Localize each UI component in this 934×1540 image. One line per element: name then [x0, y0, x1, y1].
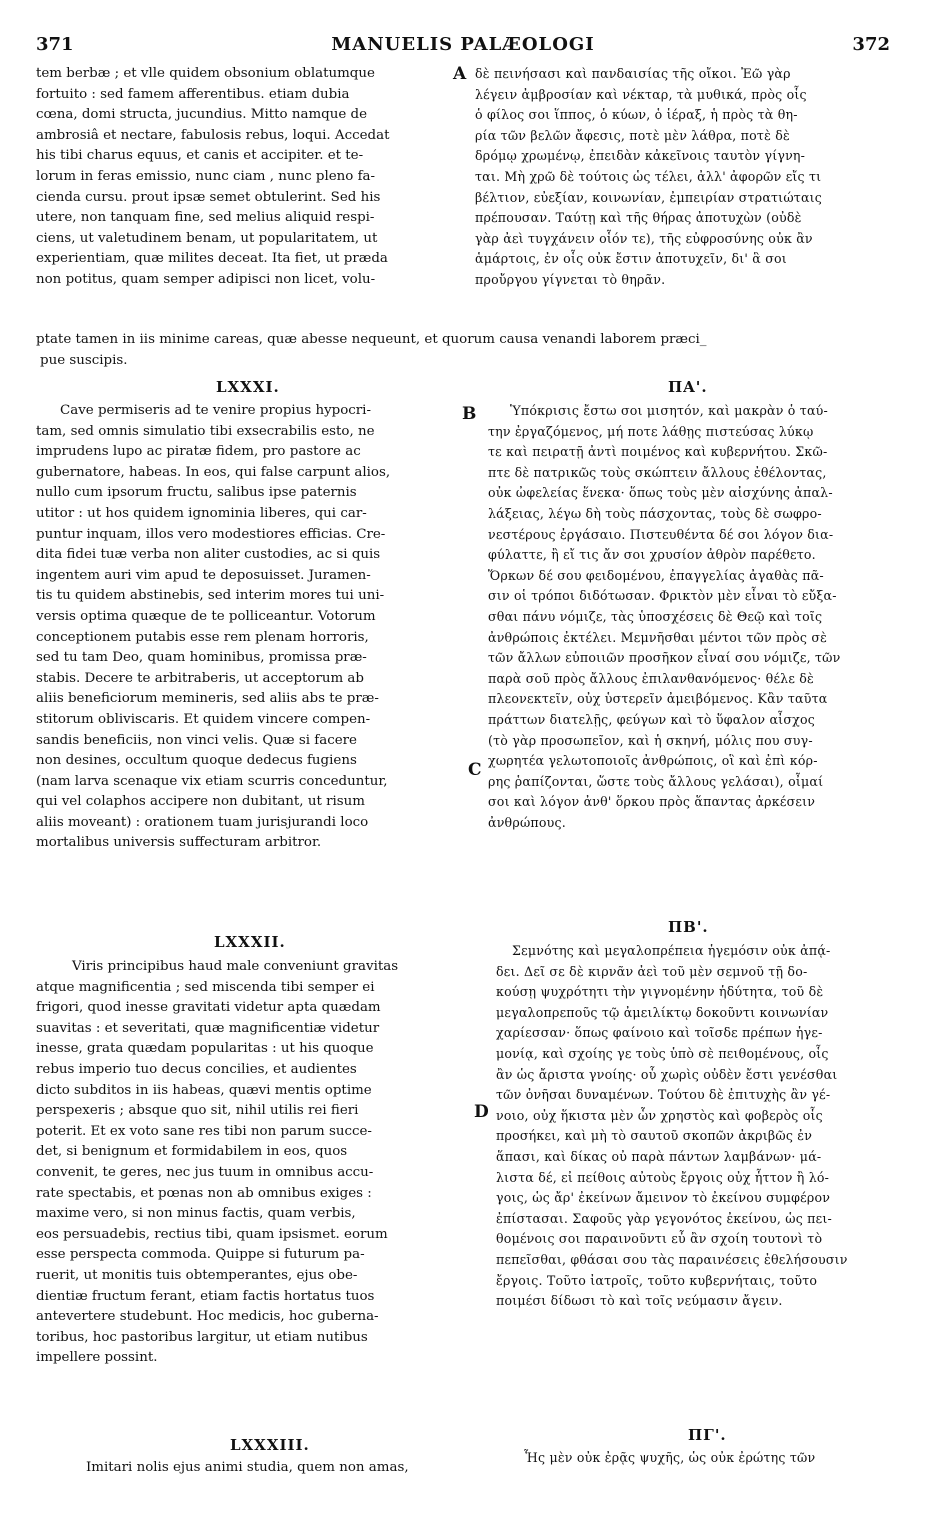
text-line: ruerit, ut monitis tuis obtemperantes, ejus obe- [36, 1267, 358, 1283]
text-line: ρία τῶν βελῶν ἄφεσις, ποτὲ μὲν λάθρα, ποτὲ δὲ [475, 127, 791, 143]
text-line: dicto subditos in iis habeas, quævi mentis optime [36, 1082, 372, 1098]
text-line: ἐπίστασαι. Σαφοῦς γὰρ γεγονότος ἐκείνου, ὡς πει- [496, 1210, 832, 1226]
text-line: maxime vero, si non minus factis, quam verbis, [36, 1206, 356, 1222]
text-line: (τὸ γὰρ προσωπεῖον, καὶ ἡ σκηνή, μόλις που συγ- [488, 732, 813, 748]
text-line: inesse, grata quædam popularitas : ut his quoque [36, 1041, 374, 1057]
text-line: imprudens lupo ac piratæ fidem, pro pastore ac [36, 444, 361, 460]
latin-intro [36, 64, 454, 291]
text-line: ingentem auri vim apud te deposuisset. Juramen- [36, 567, 371, 583]
text-line: ciens, ut valetudinem benam, ut popularitatem, ut [36, 230, 378, 246]
margin-letter-c: C [468, 760, 482, 780]
section-heading-pg: ΠΓ'. [688, 1426, 727, 1444]
text-line: ἀνθρώπους. [488, 814, 566, 830]
text-line: λέγειν ἀμβροσίαν καὶ νέκταρ, τὰ μυθικά, πρὸς οἷς [475, 86, 807, 102]
text-line: πράττων διατελῇς, φεύγων καὶ τὸ ὕφαλον αἶσχος [488, 711, 815, 727]
text-line: non potitus, quam semper adipisci non licet, volu- [36, 271, 376, 287]
text-line: lorum in feras emissio, nunc ciam , nunc pleno fa- [36, 168, 376, 184]
text-line: frigori, quod inesse gravitati videtur apta quædam [36, 1000, 381, 1016]
text-line: ἁμάρτοις, ἐν οἷς οὐκ ἔστιν ἀποτυχεῖν, δι' ἃ σοι [475, 251, 787, 267]
greek-intro [475, 64, 905, 291]
text-line: gubernatore, habeas. In eos, qui false carpunt alios, [36, 464, 391, 480]
section-heading-lxxxiii: LXXXIII. [230, 1436, 310, 1454]
text-line: σθαι πάνυ νόμιζε, τὰς ὑποσχέσεις δὲ Θεῷ καὶ τοῖς [488, 608, 823, 624]
text-line: versis optima quæque de te polliceantur. Votorum [36, 608, 376, 624]
text-line: cœna, domi structa, jucundius. Mitto namque de [36, 107, 368, 123]
text-line: Ὑπόκρισις ἔστω σοι μισητόν, καὶ μακρὰν ὁ ταύ- [510, 403, 828, 418]
section-heading-pb: ΠΒ'. [668, 918, 709, 936]
text-line: σοι καὶ λόγον ἀνθ' ὅρκου πρὸς ἅπαντας ἀρκέσειν [488, 794, 816, 810]
text-line: οὐκ ὠφελείας ἕνεκα· ὅπως τοὺς μὲν αἰσχύνης ἀπαλ- [488, 485, 833, 501]
text-line: Σεμνότης καὶ μεγαλοπρέπεια ἡγεμόσιν οὐκ ἀπᾴ- [512, 943, 831, 958]
text-line: Ὅρκων δέ σου φειδομένου, ἐπαγγελίας ἀγαθὰς πᾶ- [488, 567, 824, 583]
text-line: ρης ῥαπίζονται, ὥστε τοὺς ἄλλους γελάσαι), οἶμαί [488, 773, 824, 789]
text-line: Ἧς μὲν οὐκ ἐρᾷς ψυχῆς, ὡς οὐκ ἐρώτης τῶν [524, 1450, 816, 1465]
text-line: (nam larva scenaque vix etiam scurris conceduntur, [36, 773, 388, 789]
greek-section-pa [488, 401, 908, 833]
text-line: προσήκει, καὶ μὴ τὸ σαυτοῦ σκοπῶν ἀκριβῶς ἐν [496, 1128, 813, 1144]
text-line: χωρητέα γελωτοποιοῖς ἀνθρώποις, οἳ καὶ ἐπὶ κόρ- [488, 753, 818, 769]
text-line: πεπεῖσθαι, φθάσαι σου τὰς παραινέσεις ἐθελήσουσιν [496, 1251, 848, 1267]
text-line: eos persuadebis, rectius tibi, quam ipsismet. eorum [36, 1226, 388, 1242]
text-line: ἅπασι, καὶ δίκας οὐ παρὰ πάντων λαμβάνων· μά- [496, 1148, 822, 1164]
text-line: παρὰ σοῦ πρὸς ἄλλους ἐπιλανθανόμενος· θέλε δὲ [488, 670, 815, 686]
text-line: utere, non tanquam fine, sed melius aliquid respi- [36, 210, 375, 226]
section-heading-pa: ΠΑ'. [668, 378, 708, 396]
text-line: aliis moveant) : orationem tuam jurisjurandi loco [36, 814, 369, 830]
text-line: toribus, hoc pastoribus largitur, ut etiam nutibus [36, 1329, 368, 1345]
text-line: ptate tamen in iis minime careas, quæ abesse nequeunt, et quorum causa venandi laborem præci_ [36, 332, 707, 347]
text-line: προὔργου γίγνεται τὸ θηρᾶν. [475, 271, 666, 287]
section-heading-lxxxi: LXXXI. [216, 378, 280, 396]
margin-letter-d: D [474, 1102, 489, 1122]
text-line: stitorum obliviscaris. Et quidem vincere compen- [36, 711, 371, 727]
latin-section-lxxxii [36, 957, 472, 1369]
text-line: πλεονεκτεῖν, οὐχ ὑστερεῖν ἀμειβόμενος. Κἂν ταῦτα [488, 691, 828, 707]
text-line: βέλτιον, εὐεξίαν, κοινωνίαν, ἐμπειρίαν στρατιώταις [475, 189, 823, 205]
text-line: cienda cursu. prout ipsæ semet obtulerint. Sed his [36, 189, 381, 205]
text-line: conceptionem putabis esse rem plenam horroris, [36, 629, 369, 645]
running-title: MANUELIS PALÆOLOGI [331, 34, 595, 55]
text-line: τῶν ὀνῆσαι δυναμένων. Τούτου δὲ ἐπιτυχὴς ἂν γέ- [496, 1087, 831, 1103]
text-line: ται. Μὴ χρῶ δὲ τούτοις ὡς τέλει, ἀλλ' ἀφορῶν εἴς τι [475, 168, 822, 184]
text-line: ἀνθρώποις ἐκτέλει. Μεμνῆσθαι μέντοι τῶν πρὸς σὲ [488, 629, 828, 645]
latin-intro-continuation [36, 330, 906, 371]
text-line: σιν οἱ τρόποι διδότωσαν. Φρικτὸν μὲν εἶναι τὸ εὔξα- [488, 588, 837, 604]
text-line: perspexeris ; absque quo sit, nihil utilis rei fieri [36, 1103, 359, 1119]
text-line: puntur inquam, illos vero modestiores efficias. Cre- [36, 526, 386, 542]
running-header [36, 34, 890, 58]
text-line: sandis beneficiis, non vinci velis. Quæ si facere [36, 732, 357, 748]
text-line: dita fidei tuæ verba non aliter custodies, ac si quis [36, 547, 381, 563]
text-line: antevertere studebunt. Hoc medicis, hoc guberna- [36, 1309, 379, 1325]
text-line: qui vel colaphos accipere non dubitant, ut risum [36, 794, 365, 810]
text-line: his tibi charus equus, et canis et accipiter. et te- [36, 148, 364, 164]
text-line: aliis beneficiorum memineris, sed aliis abs te præ- [36, 691, 379, 707]
text-line: fortuito : sed famem afferentibus. etiam dubia [36, 86, 350, 102]
text-line: nullo cum ipsorum fructu, salibus ipse paternis [36, 485, 357, 501]
text-line: μεγαλοπρεποῦς τῷ ἀμειλίκτῳ δοκοῦντι κοινωνίαν [496, 1004, 829, 1020]
text-line: Cave permiseris ad te venire propius hypocri- [60, 403, 371, 418]
text-line: tis tu quidem abstinebis, sed interim mores tui uni- [36, 588, 385, 604]
text-line: dientiæ fructum ferant, etiam factis hortatus tuos [36, 1288, 375, 1304]
text-line: pue suscipis. [40, 352, 128, 368]
text-line: tem berbæ ; et vlle quidem obsonium oblatumque [36, 66, 375, 81]
section-heading-lxxxii: LXXXII. [214, 933, 286, 951]
text-line: suavitas : et severitati, quæ magnificentiæ videtur [36, 1020, 380, 1036]
text-line: poterit. Et ex voto sane res tibi non parum succe- [36, 1123, 372, 1139]
text-line: κούσῃ ψυχρότητι τὴν γιγνομένην ἡδύτητα, τοῦ δὲ [496, 984, 824, 1000]
page-number-left: 371 [36, 34, 74, 55]
margin-letter-b: B [462, 404, 477, 424]
text-line: δει. Δεῖ σε δὲ κιρνᾶν ἀεὶ τοῦ μὲν σεμνοῦ τῇ δο- [496, 963, 808, 979]
text-line: mortalibus universis suffecturam arbitror. [36, 835, 322, 851]
text-line: νοιο, οὐχ ἥκιστα μὲν ὧν χρηστὸς καὶ φοβερὸς οἷς [496, 1107, 823, 1123]
text-line: impellere possint. [36, 1350, 158, 1366]
text-line: πτε δὲ πατρικῶς τοὺς σκώπτειν ἄλλους ἐθέλοντας, [488, 464, 827, 480]
text-line: δὲ πεινήσασι καὶ πανδαισίας τῆς οἴκοι. Ἐῶ γὰρ [475, 66, 791, 81]
text-line: λάξειας, λέγω δὴ τοὺς πάσχοντας, τοὺς δὲ σωφρο- [488, 505, 822, 521]
text-line: esse perspecta commoda. Quippe si futurum pa- [36, 1247, 365, 1263]
text-line: utitor : ut hos quidem ignominia liberes, qui car- [36, 505, 367, 521]
text-line: ἔργοις. Τοῦτο ἰατροῖς, τοῦτο κυβερνήταις, τοῦτο [496, 1272, 818, 1288]
text-line: ambrosiâ et nectare, fabulosis rebus, loqui. Accedat [36, 127, 390, 143]
latin-section-lxxxiii [36, 1458, 472, 1479]
text-line: stabis. Decere te arbitraberis, ut acceptorum ab [36, 670, 364, 686]
text-line: Viris principibus haud male conveniunt gravitas [72, 959, 399, 974]
text-line: rebus imperio tuo decus concilies, et audientes [36, 1061, 357, 1077]
text-line: convenit, te geres, nec jus tuum in omnibus accu- [36, 1164, 374, 1180]
text-line: tam, sed omnis simulatio tibi exsecrabilis esto, ne [36, 423, 375, 439]
text-line: δρόμῳ χρωμένῳ, ἐπειδὰν κἀκεῖνοις ταυτὸν γίγνη- [475, 148, 806, 164]
text-line: sed tu tam Deo, quam hominibus, promissa præ- [36, 650, 367, 666]
text-line: ποιμέσι δίδωσι τὸ καὶ τοῖς νεύμασιν ἄγειν. [496, 1293, 783, 1309]
text-line: γοις, ὡς ἄρ' ἐκείνων ἄμεινον τὸ ἐκείνου συμφέρον [496, 1190, 831, 1206]
greek-section-pg [496, 1448, 910, 1469]
text-line: χαρίεσσαν· ὅπως φαίνοιο καὶ τοῖσδε πρέπων ἡγε- [496, 1025, 823, 1041]
text-line: θομένοις σοι παραινοῦντι εὖ ἂν σχοίη τουτονὶ τὸ [496, 1231, 823, 1247]
text-line: νεστέρους ἐργάσαιο. Πιστευθέντα δέ σοι λόγον δια- [488, 526, 834, 542]
text-line: μονίᾳ, καὶ σχοίης γε τοὺς ὑπὸ σὲ πειθομένους, οἷς [496, 1045, 829, 1061]
text-line: λιστα δέ, εἰ πείθοις αὐτοὺς ἔργοις οὐχ ἧττον ἢ λό- [496, 1169, 830, 1185]
text-line: Imitari nolis ejus animi studia, quem non amas, [86, 1460, 409, 1475]
text-line: ἂν ὡς ἄριστα γνοίης· οὗ χωρὶς οὐδὲν ἔστι γενέσθαι [496, 1066, 838, 1082]
text-line: τε καὶ πειρατῇ ἀντὶ ποιμένος καὶ κυβερνήτου. Σκῶ- [488, 444, 828, 460]
page-number-right: 372 [852, 34, 890, 55]
greek-section-pb [496, 941, 910, 1312]
text-line: ὁ φίλος σοι ἵππος, ὁ κύων, ὁ ἱέραξ, ἡ πρὸς τὰ θη- [475, 107, 798, 123]
text-line: rate spectabis, et pœnas non ab omnibus exiges : [36, 1185, 372, 1201]
latin-section-lxxxi [36, 401, 456, 854]
text-line: την ἐργαζόμενος, μή ποτε λάθῃς πιστεύσας λύκῳ [488, 423, 814, 439]
text-line: atque magnificentia ; sed miscenda tibi semper ei [36, 979, 375, 995]
text-line: τῶν ἄλλων εὐποιιῶν προσῆκον εἶναί σου νόμιζε, τῶν [488, 650, 841, 666]
margin-letter-a: A [453, 64, 467, 84]
text-line: φύλαττε, ἢ εἴ τις ἄν σοι χρυσίον ἀθρὸν παρέθετο. [488, 547, 816, 563]
text-line: det, si benignum et formidabilem in eos, quos [36, 1144, 348, 1160]
text-line: γὰρ ἀεὶ τυγχάνειν οἷόν τε), τῆς εὐφροσύνης οὐκ ἂν [475, 230, 813, 246]
text-line: experientiam, quæ milites deceat. Ita fiet, ut præda [36, 251, 388, 267]
text-line: non desines, occultum quoque dedecus fugiens [36, 753, 357, 769]
text-line: πρέπουσαν. Ταύτῃ καὶ τῆς θήρας ἀποτυχὼν (οὐδὲ [475, 210, 802, 226]
